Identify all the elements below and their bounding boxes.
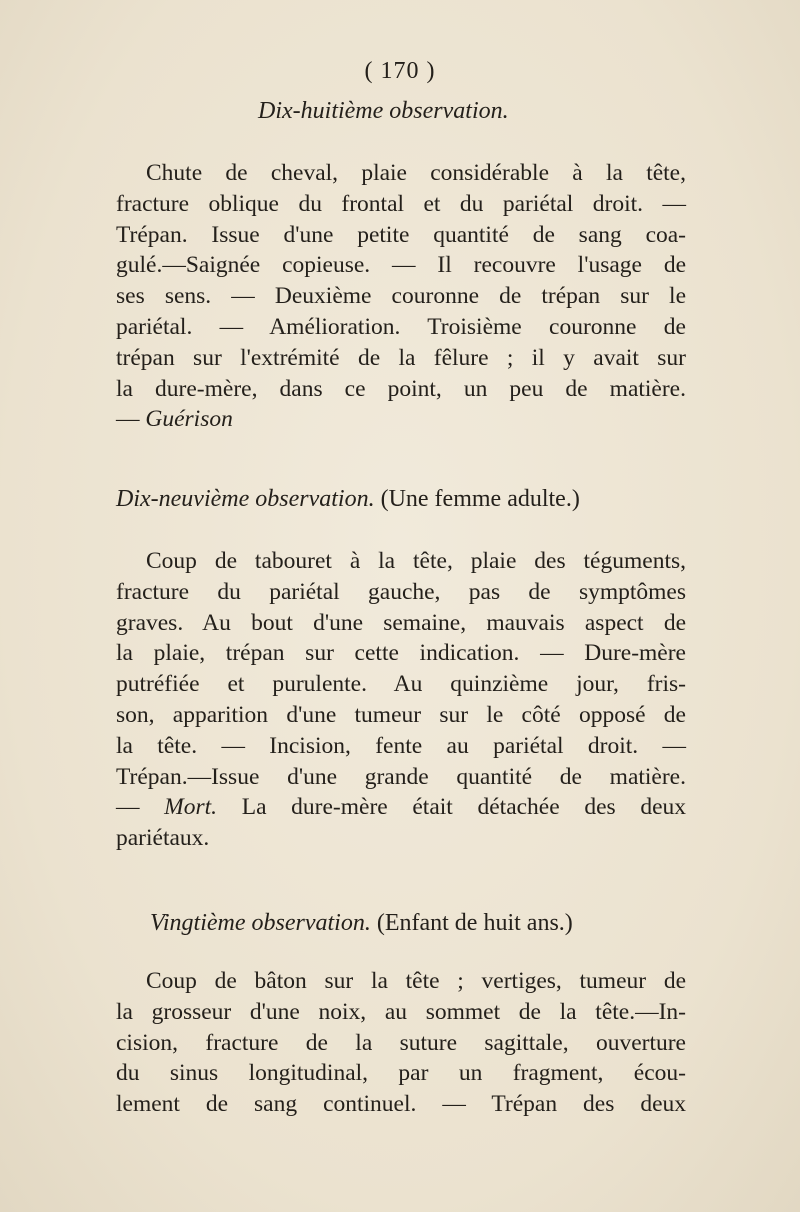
text-line: fracture oblique du frontal et du pariétal droit. — — [116, 190, 686, 217]
text-line: du sinus longitudinal, par un fragment, écou- — [116, 1060, 686, 1087]
text-line: son, apparition d'une tumeur sur le côté opposé de — [116, 701, 686, 728]
observation-19-title: Dix-neuvième observation. — [116, 486, 375, 512]
observation-19-text — [116, 546, 686, 854]
text-line: gulé.—Saignée copieuse. — Il recouvre l'usage de — [116, 252, 686, 279]
text-line: Chute de cheval, plaie considérable à la tête, — [146, 160, 686, 186]
text-line: lement de sang continuel. — Trépan des deux — [116, 1091, 686, 1118]
text-line — [116, 792, 686, 823]
text-line: pariétal. — Amélioration. Troisième couronne de — [116, 313, 686, 340]
text-line: graves. Au bout d'une semaine, mauvais aspect de — [116, 609, 686, 636]
text-line — [116, 404, 686, 435]
text-line: Coup de bâton sur la tête ; vertiges, tumeur de — [146, 968, 686, 994]
text-line: pariétaux. — [116, 825, 210, 852]
observation-20-subtitle: (Enfant de huit ans.) — [376, 910, 573, 936]
text-line: ses sens. — Deuxième couronne de trépan sur le — [116, 283, 686, 310]
text-line: trépan sur l'extrémité de la fêlure ; il y avait sur — [116, 344, 686, 371]
observation-19-subtitle: (Une femme adulte.) — [380, 486, 580, 512]
observation-19-heading — [116, 486, 580, 513]
dash: — — [116, 406, 146, 433]
text-line: putréfiée et purulente. Au quinzième jour, fris- — [116, 671, 686, 698]
text-line: Coup de tabouret à la tête, plaie des téguments, — [146, 548, 686, 574]
text-line: la dure-mère, dans ce point, un peu de matière. — [116, 375, 686, 402]
text-segment: La dure-mère était détachée des deux — [217, 794, 687, 821]
text-line: la plaie, trépan sur cette indication. — Dure-mère — [116, 640, 686, 667]
text-line: cision, fracture de la suture sagittale, ouverture — [116, 1029, 686, 1056]
observation-18-heading: Dix-huitième observation. — [258, 98, 509, 124]
text-line: fracture du pariétal gauche, pas de symptômes — [116, 578, 686, 605]
observation-20-text — [116, 966, 686, 1120]
page-number: ( 170 ) — [364, 58, 436, 84]
observation-20-title: Vingtième observation. — [150, 910, 371, 936]
text-line: la grosseur d'une noix, au sommet de la tête.—In- — [116, 998, 686, 1025]
outcome-guerison: Guérison — [145, 406, 233, 433]
text-line: la tête. — Incision, fente au pariétal droit. — — [116, 732, 686, 759]
outcome-mort: Mort. — [164, 794, 218, 821]
text-line: Trépan.—Issue d'une grande quantité de matière. — [116, 763, 686, 790]
dash: — — [116, 794, 165, 821]
text-line: Trépan. Issue d'une petite quantité de sang coa- — [116, 221, 686, 248]
observation-18-text — [116, 158, 686, 435]
observation-20-heading — [150, 910, 573, 937]
